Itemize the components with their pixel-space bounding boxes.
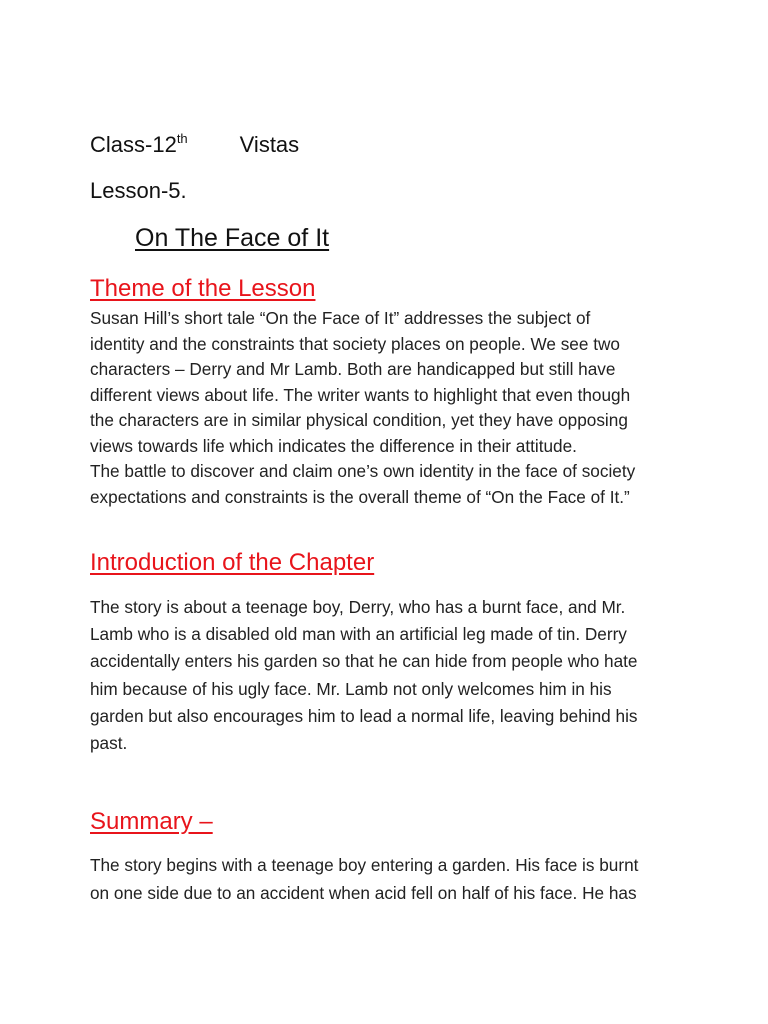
subject-label: Vistas [239, 132, 300, 157]
theme-line: views towards life which indicates the difference in their attitude. [90, 435, 577, 456]
intro-line: garden but also encourages him to lead a normal life, leaving behind his [90, 705, 638, 726]
theme-line: characters – Derry and Mr Lamb. Both are handicapped but still have [90, 359, 616, 379]
theme-line: different views about life. The writer wants to highlight that even though [90, 384, 631, 405]
theme-heading: Theme of the Lesson [90, 275, 316, 302]
intro-line: The story is about a teenage boy, Derry, who has a burnt face, and Mr. [90, 597, 626, 617]
theme-line: identity and the constraints that society places on people. We see two [90, 333, 620, 354]
theme-line: the characters are in similar physical condition, yet they have opposing [90, 410, 628, 430]
class-suffix: th [176, 131, 188, 146]
lesson-number: Lesson-5. [90, 178, 187, 203]
intro-line: Lamb who is a disabled old man with an artificial leg made of tin. Derry [90, 624, 627, 645]
summary-paragraph [90, 852, 690, 907]
theme-line: expectations and constraints is the overall theme of “On the Face of It.” [90, 486, 630, 507]
intro-heading: Introduction of the Chapter [90, 549, 375, 576]
theme-line: Susan Hill’s short tale “On the Face of It” addresses the subject of [90, 308, 591, 328]
intro-line: past. [90, 733, 128, 754]
class-line [90, 132, 299, 158]
summary-line: on one side due to an accident when acid fell on half of his face. He has [90, 882, 637, 903]
theme-paragraph [90, 306, 690, 510]
class-label: Class-12 [90, 132, 177, 157]
summary-line: The story begins with a teenage boy entering a garden. His face is burnt [90, 855, 639, 875]
intro-line: him because of his ugly face. Mr. Lamb not only welcomes him in his [90, 678, 612, 699]
intro-paragraph [90, 594, 690, 757]
theme-line: The battle to discover and claim one’s own identity in the face of society [90, 461, 636, 481]
intro-line: accidentally enters his garden so that he can hide from people who hate [90, 651, 638, 672]
summary-heading: Summary – [90, 808, 213, 835]
lesson-title: On The Face of It [135, 224, 330, 252]
